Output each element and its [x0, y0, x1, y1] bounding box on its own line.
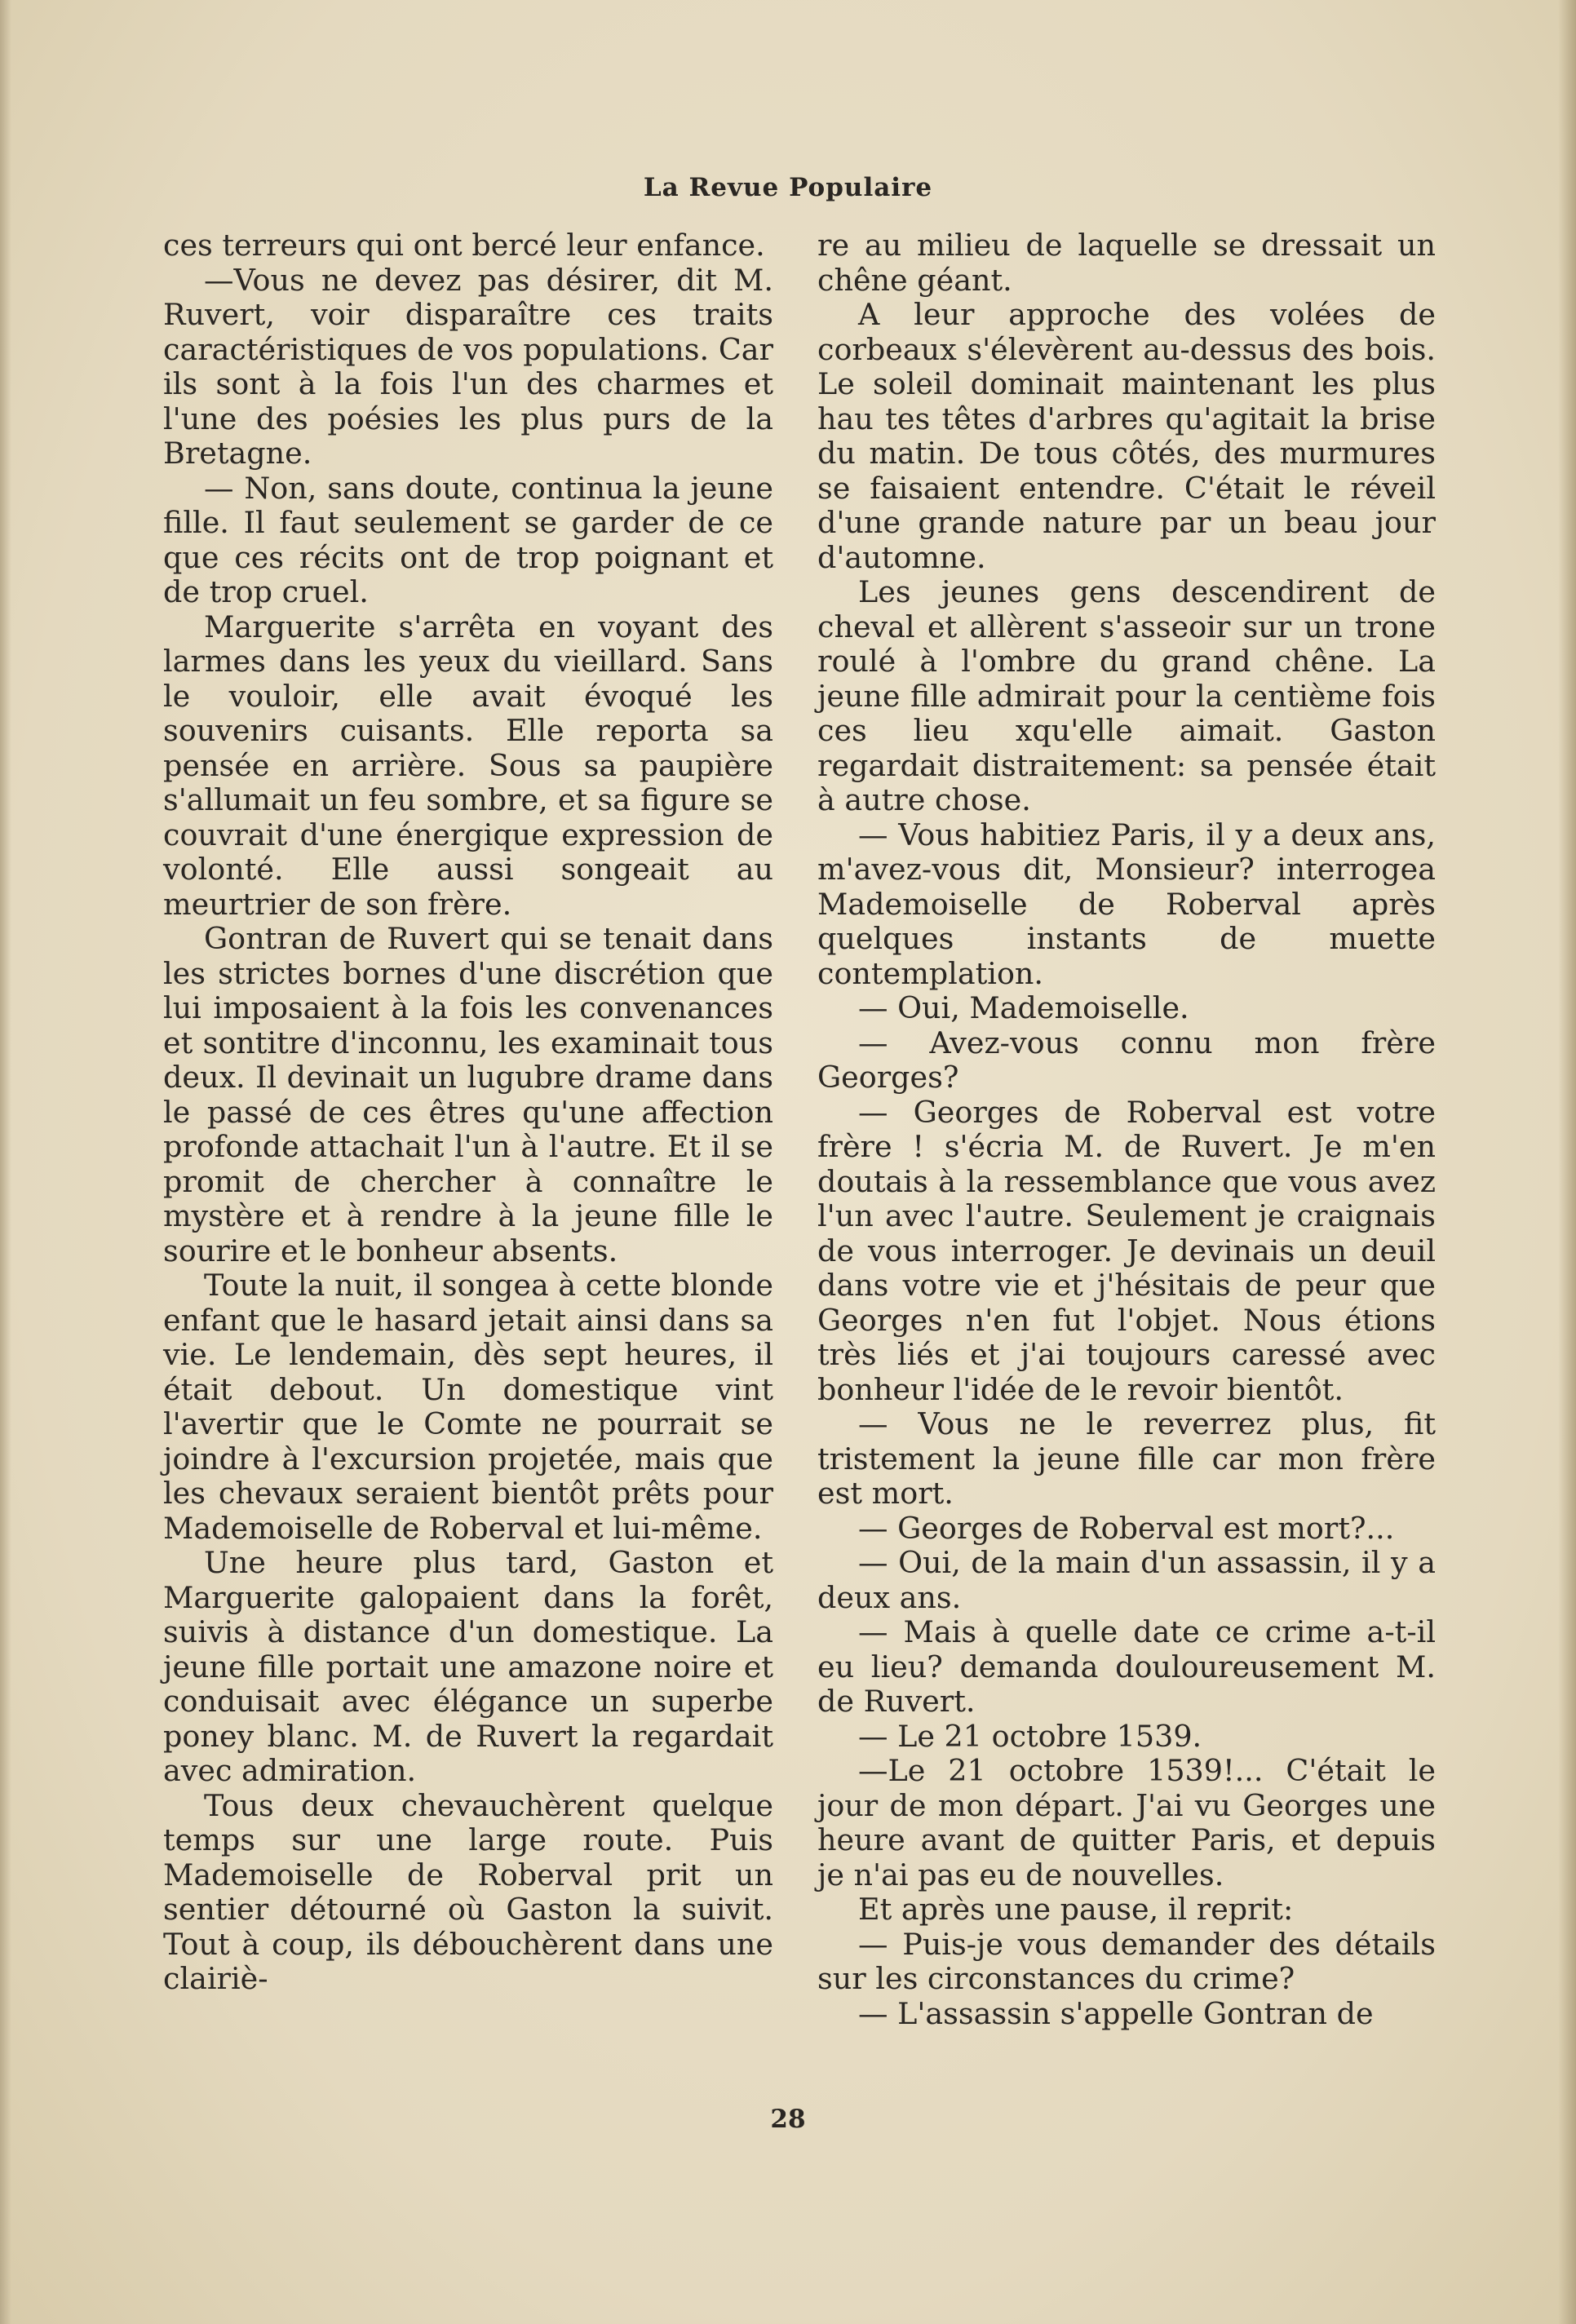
- paragraph: Et après une pause, il reprit:: [858, 1892, 1294, 1927]
- paragraph: — Non, sans doute, continua la jeune fille. Il faut seulement se garder de ce que ces récits ont de trop poignant et de trop cruel.: [163, 470, 773, 609]
- paragraph: Toute la nuit, il songea à cette blonde enfant que le hasard jetait ainsi dans sa vie. Le lendemain, dès sept heures, il était debout. Un domestique vint l'avertir que le Comte ne pourrait se joindre à l'excursion projetée, mais que les chevaux seraient bientôt prêts pour Mademoiselle de Roberval et lui-même.: [163, 1268, 773, 1546]
- paragraph: Les jeunes gens descendirent de cheval et allèrent s'asseoir sur un trone roulé à l'ombre du grand chêne. La jeune fille admirait pour la centième fois ces lieu xqu'elle aimait. Gaston regardait distraitement: sa pensée était à autre chose.: [817, 574, 1436, 817]
- paragraph: — Georges de Roberval est votre frère ! s'écria M. de Ruvert. Je m'en doutais à la ressemblance que vous avez l'un avec l'autre. Seulement je craignais de vous interroger. Je devinais un deuil dans votre vie et j'hésitais de peur que Georges n'en fut l'objet. Nous étions très liés et j'ai toujours caressé avec bonheur l'idée de le revoir bientôt.: [817, 1094, 1436, 1407]
- paragraph: —Le 21 octobre 1539!... C'était le jour de mon départ. J'ai vu Georges une heure avant de quitter Paris, et depuis je n'ai pas eu de nouvelles.: [817, 1753, 1436, 1892]
- paragraph: — Mais à quelle date ce crime a-t-il eu lieu? demanda douloureusement M. de Ruvert.: [817, 1614, 1436, 1719]
- paragraph: A leur approche des volées de corbeaux s'élevèrent au-dessus des bois. Le soleil dominait maintenant les plus hau tes têtes d'arbres qu'agitait la brise du matin. De tous côtés, des murmures se faisaient entendre. C'était le réveil d'une grande nature par un beau jour d'automne.: [817, 297, 1436, 575]
- paragraph: — Oui, Mademoiselle.: [858, 990, 1189, 1025]
- paragraph: —Vous ne devez pas désirer, dit M. Ruvert, voir disparaître ces traits caractéristiques de vos populations. Car ils sont à la fois l'un des charmes et l'une des poésies les plus purs de la Bretagne.: [163, 262, 773, 471]
- paragraph: — Vous ne le reverrez plus, fit tristement la jeune fille car mon frère est mort.: [817, 1406, 1436, 1511]
- paragraph: Tous deux chevauchèrent quelque temps sur une large route. Puis Mademoiselle de Roberval prit un sentier détourné où Gaston la suivit. Tout à coup, ils débouchèrent dans une clairiè-: [163, 1787, 773, 1996]
- paragraph: ces terreurs qui ont bercé leur enfance.: [163, 228, 765, 263]
- paragraph: re au milieu de laquelle se dressait un chêne géant.: [817, 228, 1436, 298]
- paragraph: — Vous habitiez Paris, il y a deux ans, m'avez-vous dit, Monsieur? interrogea Mademoiselle de Roberval après quelques instants de muette contemplation.: [817, 817, 1436, 991]
- paragraph: — Georges de Roberval est mort?...: [858, 1510, 1395, 1546]
- running-header: La Revue Populaire: [643, 173, 933, 202]
- paragraph: — L'assassin s'appelle Gontran de: [858, 1995, 1374, 2031]
- left-column: [163, 228, 773, 1997]
- paragraph: — Le 21 octobre 1539.: [858, 1718, 1202, 1754]
- page-number: 28: [770, 2105, 806, 2134]
- paragraph: — Avez-vous connu mon frère Georges?: [817, 1025, 1436, 1095]
- paragraph: Gontran de Ruvert qui se tenait dans les strictes bornes d'une discrétion que lui imposaient à la fois les convenances et sontitre d'inconnu, les examinait tous deux. Il devinait un lugubre drame dans le passé de ces êtres qu'une affection profonde attachait l'un à l'autre. Et il se promit de chercher à connaître le mystère et à rendre à la jeune fille le sourire et le bonheur absents.: [163, 921, 773, 1268]
- page-edge-left: [0, 0, 11, 2324]
- page-edge-right: [1558, 0, 1576, 2324]
- paragraph: — Oui, de la main d'un assassin, il y a deux ans.: [817, 1545, 1436, 1615]
- paragraph: Marguerite s'arrêta en voyant des larmes dans les yeux du vieillard. Sans le vouloir, elle avait évoqué les souvenirs cuisants. Elle reporta sa pensée en arrière. Sous sa paupière s'allumait un feu sombre, et sa figure se couvrait d'une énergique expression de volonté. Elle aussi songeait au meurtrier de son frère.: [163, 609, 773, 922]
- paragraph: — Puis-je vous demander des détails sur les circonstances du crime?: [817, 1926, 1436, 1996]
- right-column: [817, 228, 1436, 2031]
- paragraph: Une heure plus tard, Gaston et Marguerite galopaient dans la forêt, suivis à distance d'un domestique. La jeune fille portait une amazone noire et conduisait avec élégance un superbe poney blanc. M. de Ruvert la regardait avec admiration.: [163, 1545, 773, 1788]
